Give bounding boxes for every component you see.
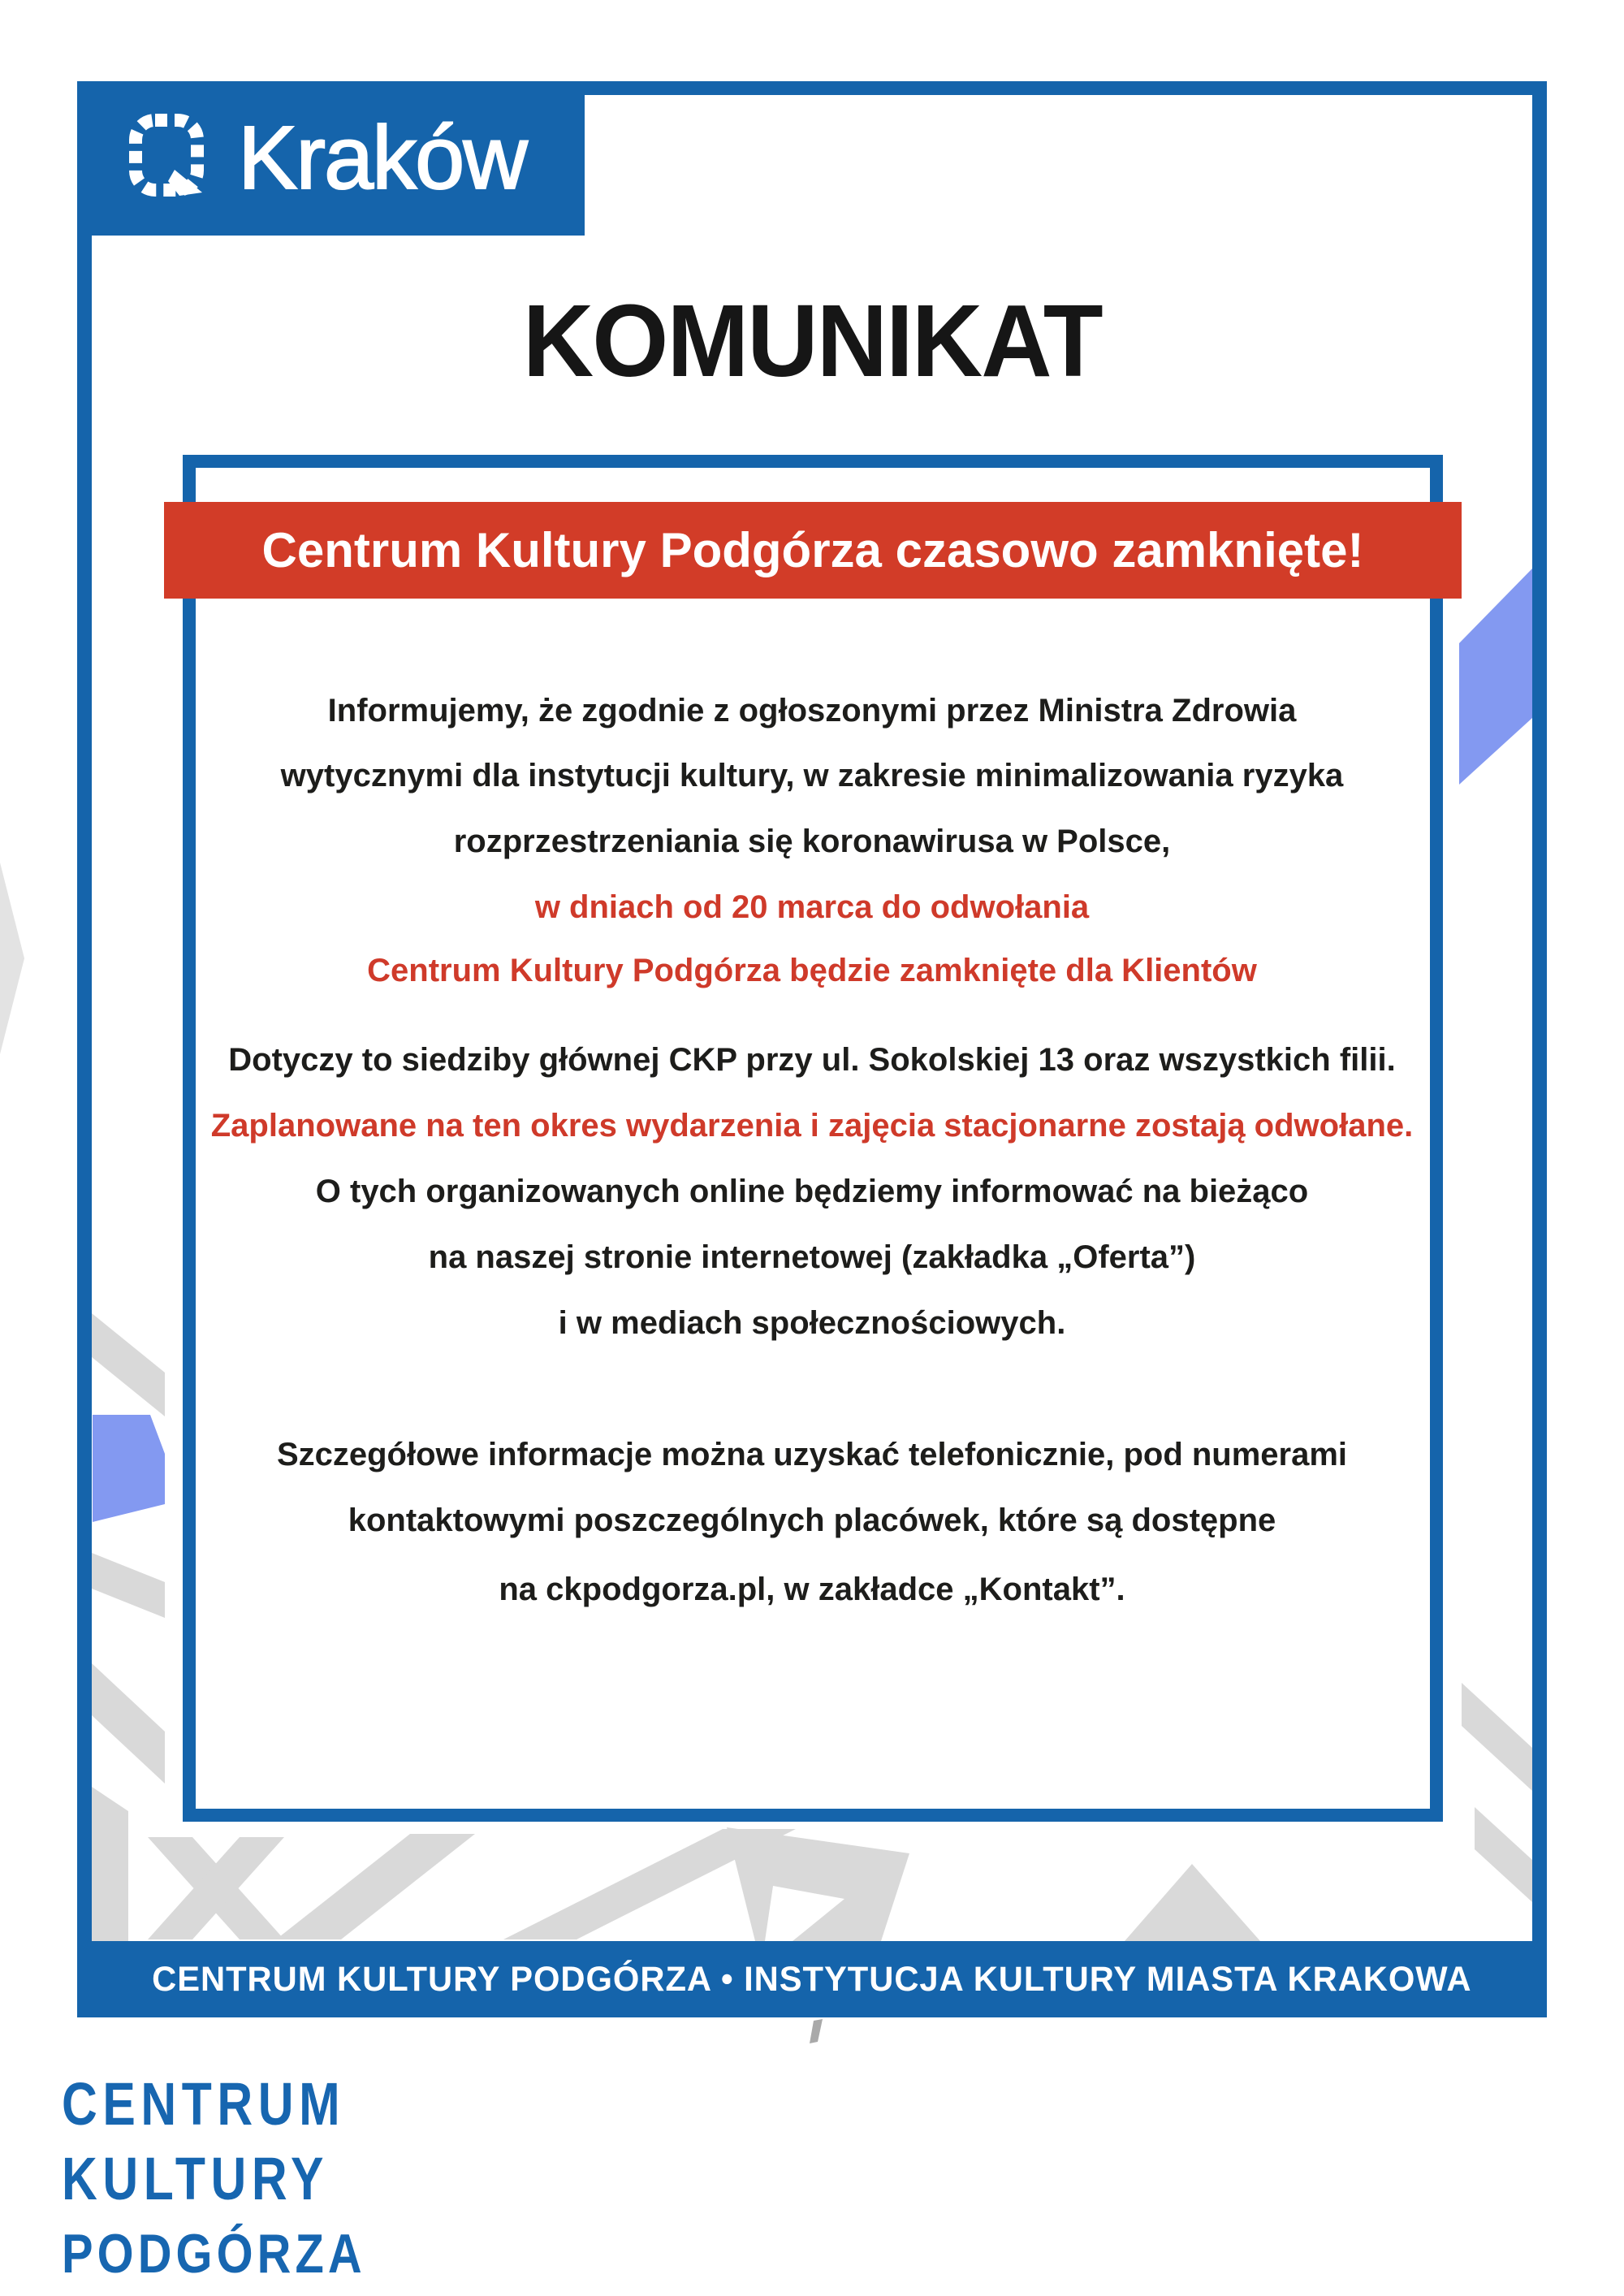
body-line: O tych organizowanych online będziemy informować na bieżąco bbox=[315, 1174, 1309, 1209]
krakow-logo-wordmark: Kraków bbox=[238, 108, 526, 208]
alert-banner bbox=[164, 502, 1462, 599]
body-line: Dotyczy to siedziby głównej CKP przy ul. Sokolskiej 13 oraz wszystkich filii. bbox=[228, 1042, 1396, 1078]
body-line: Zaplanowane na ten okres wydarzenia i zajęcia stacjonarne zostają odwołane. bbox=[210, 1108, 1414, 1144]
body-line: na naszej stronie internetowej (zakładka „Oferta”) bbox=[428, 1239, 1196, 1275]
body-line: kontaktowymi poszczególnych placówek, które są dostępne bbox=[348, 1503, 1276, 1538]
body-line: wytycznymi dla instytucji kultury, w zakresie minimalizowania ryzyka bbox=[280, 758, 1344, 793]
ckp-logo-line-podgorza: PODGÓRZA bbox=[62, 2223, 366, 2285]
body-line: i w mediach społecznościowych. bbox=[558, 1305, 1066, 1341]
body-line: w dniach od 20 marca do odwołania bbox=[534, 889, 1090, 925]
ckp-logo-line-kultury: KULTURY bbox=[62, 2145, 330, 2212]
alert-banner-text: Centrum Kultury Podgórza czasowo zamknięte! bbox=[261, 523, 1364, 577]
body-line: Szczegółowe informacje można uzyskać telefonicznie, pod numerami bbox=[276, 1437, 1348, 1472]
body-line: rozprzestrzeniania się koronawirusa w Polsce, bbox=[453, 824, 1171, 859]
body-line: Centrum Kultury Podgórza będzie zamknięte dla Klientów bbox=[367, 953, 1257, 988]
page-title-text: KOMUNIKAT bbox=[522, 283, 1102, 398]
body-line: Informujemy, że zgodnie z ogłoszonymi przez Ministra Zdrowia bbox=[327, 693, 1297, 729]
body-text bbox=[195, 0, 1429, 1822]
body-line: na ckpodgorza.pl, w zakładce „Kontakt”. bbox=[499, 1572, 1125, 1607]
ckp-logo-line-centrum: CENTRUM bbox=[62, 2070, 346, 2138]
footer-bar bbox=[77, 1941, 1547, 2017]
footer-bar-text: CENTRUM KULTURY PODGÓRZA • INSTYTUCJA KULTURY MIASTA KRAKOWA bbox=[152, 1960, 1472, 1999]
